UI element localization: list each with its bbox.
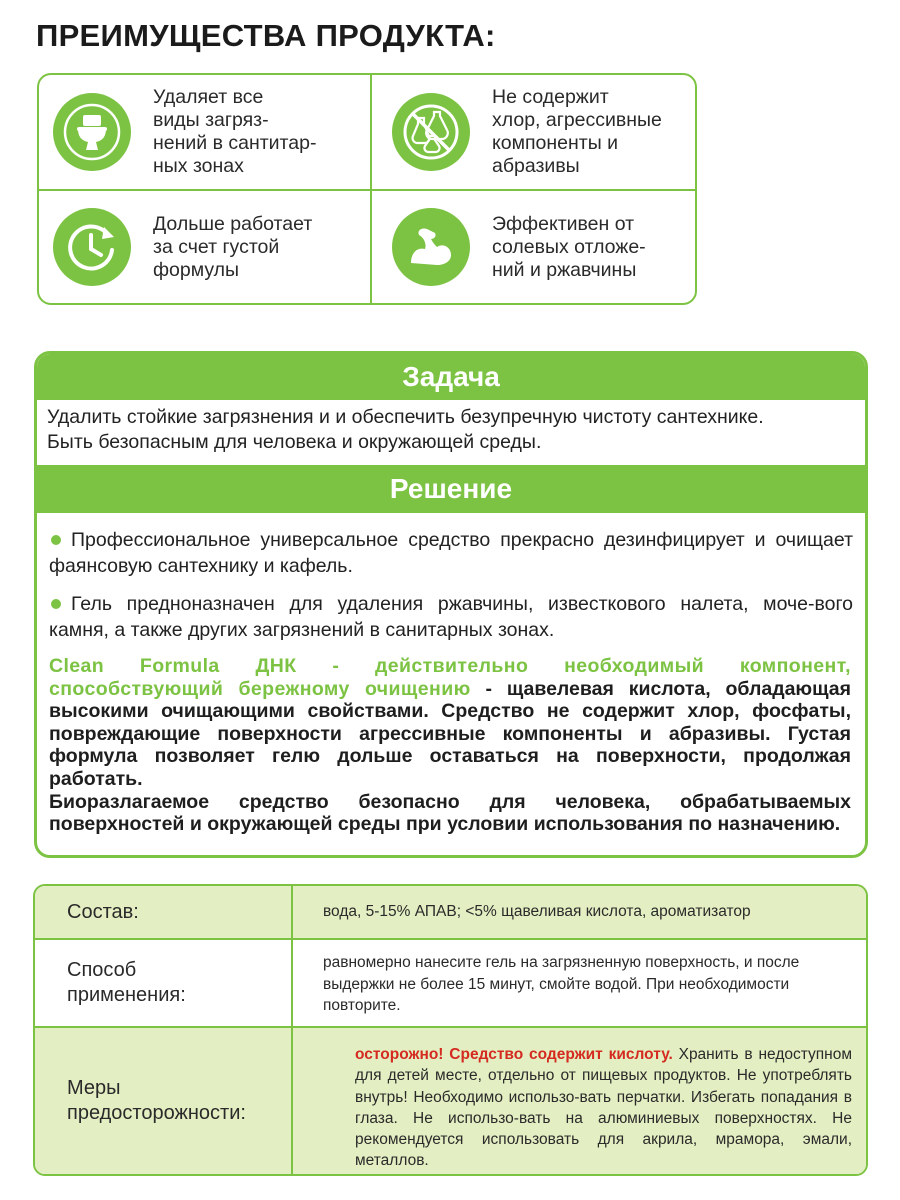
no-chemicals-icon	[392, 93, 470, 171]
solution-heading: Решение	[37, 465, 865, 513]
task-solution-box	[34, 351, 868, 858]
formula-highlight: Clean Formula ДНК - действительно необходимый компонент, способствующий бережному очищению	[49, 655, 851, 700]
strong-arm-icon	[392, 208, 470, 286]
usage-label: Способ применения:	[35, 938, 291, 1026]
precautions-value	[291, 1026, 866, 1174]
advantage-text: Удаляет все виды загряз- нений в сантитар- ных зонах	[153, 86, 317, 177]
list-item	[49, 527, 853, 579]
list-item	[49, 591, 853, 643]
composition-value: вода, 5-15% АПАВ; <5% щавеливая кислота, ароматизатор	[291, 886, 866, 938]
clock-icon	[53, 208, 131, 286]
advantage-text: Не содержит хлор, агрессивные компоненты и абразивы	[492, 86, 662, 177]
precautions-label: Меры предосторожности:	[35, 1026, 291, 1174]
bullet-text: Профессиональное универсальное средство прекрасно дезинфицирует и очищает фаянсовую сантехнику и кафель.	[49, 529, 853, 577]
formula-description: - щавелевая кислота, обладающая высокими очищающими свойствами. Средство не содержит хлор, фосфаты, повреждающие поверхности агрессивные компоненты и абразивы. Густая формула позволяет гелю дольше оставаться на поверхности, продолжая работать.	[49, 677, 851, 790]
advantage-cell	[370, 189, 695, 303]
composition-label: Состав:	[35, 886, 291, 938]
page-title: ПРЕИМУЩЕСТВА ПРОДУКТА:	[36, 18, 496, 53]
advantage-cell	[370, 75, 695, 189]
bullet-dot-icon	[51, 599, 61, 609]
precautions-text: Хранить в недоступном для детей месте, отдельно от пищевых продуктов. Не употреблять внутрь! Необходимо использо-вать перчатки. Избегать попадания в глаза. Не использо-вать на алюминиевых поверхностях. Не рекомендуется использовать для акрила, мрамора, эмали, металлов.	[355, 1046, 852, 1170]
warning-text: осторожно! Средство содержит кислоту.	[355, 1046, 673, 1063]
bio-description: Биоразлагаемое средство безопасно для человека, обрабатываемых поверхностей и окружающей среды при условии использования по назначению.	[49, 790, 851, 836]
advantage-text: Эффективен от солевых отложе- ний и ржавчины	[492, 212, 646, 281]
composition-table	[33, 884, 868, 1176]
advantages-grid	[37, 73, 697, 305]
task-line: Удалить стойкие загрязнения и и обеспечить безупречную чистоту сантехнике.	[47, 406, 764, 428]
solution-description	[37, 655, 865, 836]
advantage-cell	[39, 189, 370, 303]
solution-bullets	[37, 513, 865, 643]
advantage-text: Дольше работает за счет густой формулы	[153, 212, 313, 281]
task-line: Быть безопасным для человека и окружающей среды.	[47, 431, 542, 453]
advantage-cell	[39, 75, 370, 189]
bullet-dot-icon	[51, 535, 61, 545]
toilet-icon	[53, 93, 131, 171]
bullet-text: Гель предноназначен для удаления ржавчины, известкового налета, моче-вого камня, а также других загрязнений в санитарных зонах.	[49, 593, 853, 641]
task-description	[37, 400, 865, 455]
task-heading: Задача	[37, 354, 865, 400]
usage-value: равномерно нанесите гель на загрязненную поверхность, и после выдержки не более 15 минут, смойте водой. При необходимости повторите.	[291, 938, 866, 1026]
